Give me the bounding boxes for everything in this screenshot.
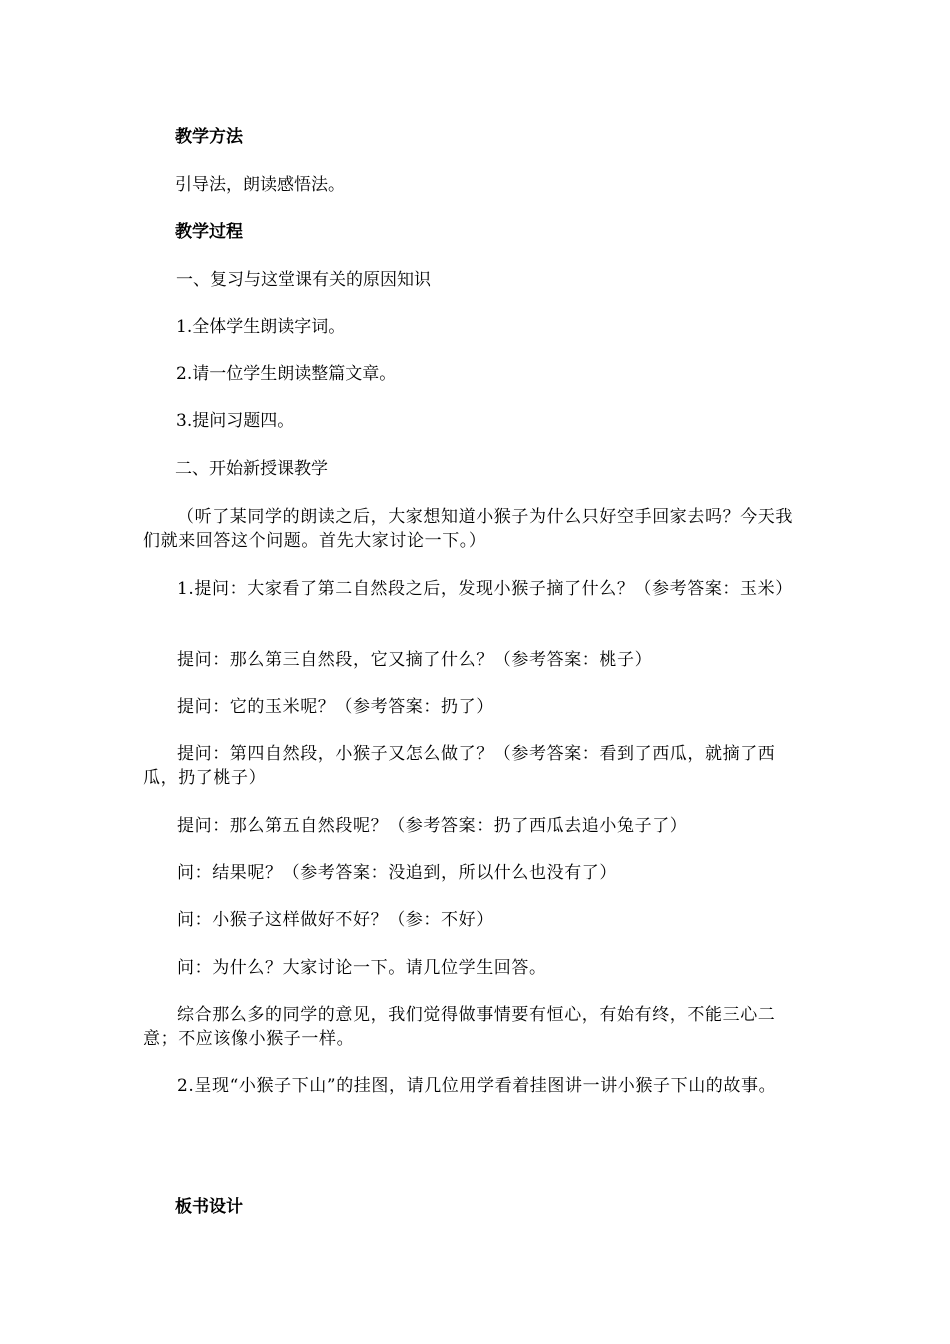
question-1: 1.提问：大家看了第二自然段之后，发现小猴子摘了什么？（参考答案：玉米） — [177, 579, 793, 599]
question-5: 提问：那么第五自然段呢？（参考答案：扔了西瓜去追小兔子了） — [177, 816, 688, 836]
part1-item-1: 1.全体学生朗读字词。 — [176, 317, 346, 337]
teaching-method-text: 引导法，朗读感悟法。 — [175, 175, 345, 195]
question-2: 提问：那么第三自然段，它又摘了什么？（参考答案：桃子） — [177, 650, 653, 670]
board-design-heading: 板书设计 — [175, 1197, 243, 1217]
question-8: 问：为什么？大家讨论一下。请几位学生回答。 — [177, 958, 547, 978]
part1-item-3: 3.提问习题四。 — [176, 411, 295, 431]
teaching-process-heading: 教学过程 — [175, 222, 243, 242]
summary-paragraph: 综合那么多的同学的意见，我们觉得做事情要有恒心，有始有终，不能三心二意；不应该像小猴子一样。 — [143, 1005, 776, 1049]
teaching-method-heading: 教学方法 — [175, 127, 243, 147]
question-3: 提问：它的玉米呢？（参考答案：扔了） — [177, 697, 494, 717]
question-4: 提问：第四自然段，小猴子又怎么做了？（参考答案：看到了西瓜，就摘了西瓜，扔了桃子） — [143, 744, 776, 788]
question-6: 问：结果呢？（参考答案：没追到，所以什么也没有了） — [177, 863, 617, 883]
part2-title: 二、开始新授课教学 — [175, 459, 328, 479]
question-7: 问：小猴子这样做好不好？（参：不好） — [177, 910, 494, 930]
part1-title: 一、复习与这堂课有关的原因知识 — [176, 270, 431, 290]
part1-item-2: 2.请一位学生朗读整篇文章。 — [176, 364, 397, 384]
part2-item-2: 2.呈现“小猴子下山”的挂图，请几位用学看着挂图讲一讲小猴子下山的故事。 — [177, 1076, 777, 1096]
part2-intro: （听了某同学的朗读之后，大家想知道小猴子为什么只好空手回家去吗？今天我们就来回答这个问题。首先大家讨论一下。） — [143, 507, 793, 551]
